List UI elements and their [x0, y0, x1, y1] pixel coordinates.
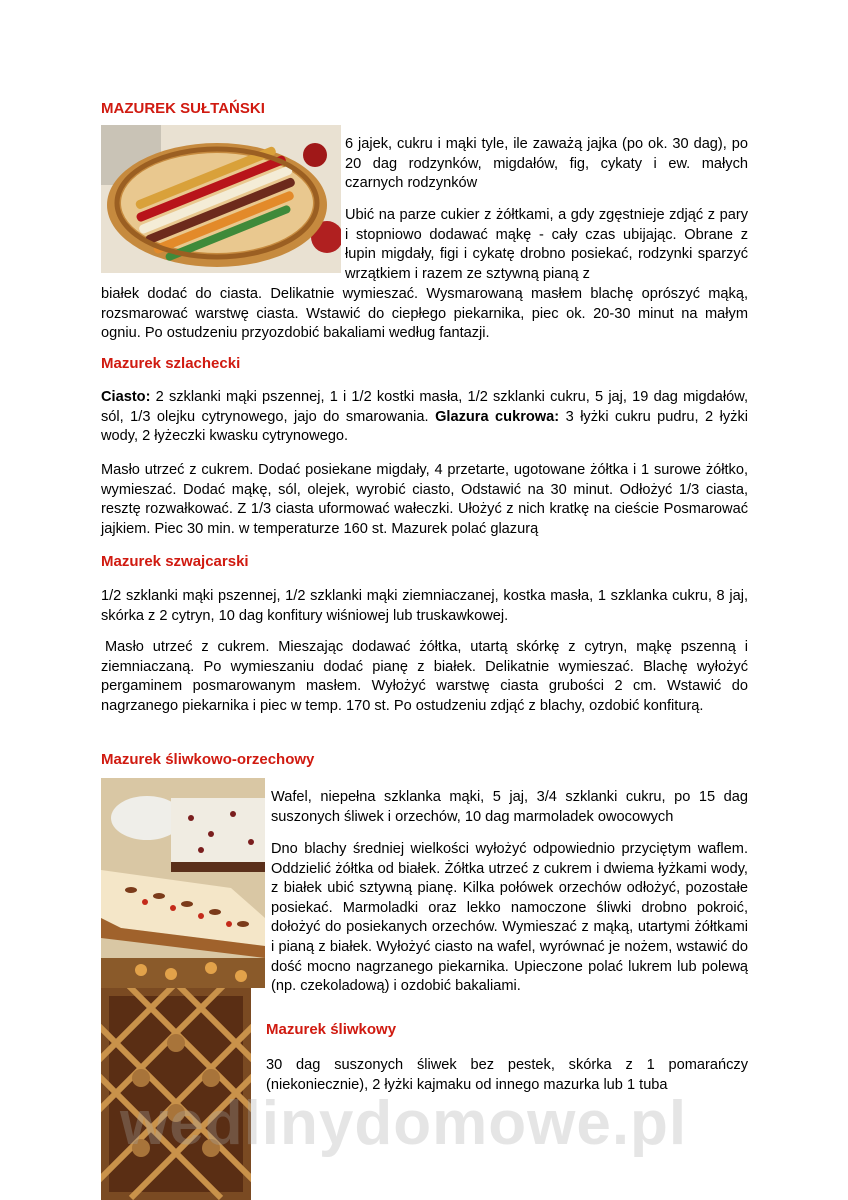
sultanski-cake-illustration: [101, 125, 341, 273]
sultanski-method-part2: białek dodać do ciasta. Delikatnie wymieszać. Wysmarowaną masłem blachę oprószyć mąką, rozsmarować warstwę ciasta. Wstawić do ciepłego piekarnika, piec ok. 20-30 minut na małym ogniu. Po ostudzeniu przyozdobić bakaliami według fantazji.: [101, 286, 748, 342]
sliwkowo-orzechowy-method: Dno blachy średniej wielkości wyłożyć odpowiednio przyciętym waflem. Oddzielić żółtka od białek. Żółtka utrzeć z cukrem i dwiema łyżkami wody, z białek ubić sztywną pianę. Kilka połówek orzechów odłożyć, pozostałe posiekać. Marmoladki oraz lekko namoczone śliwki drobno pokroić, dołożyć do posiekanych orzechów. Wymieszać z mąką, utartymi żółtkami i pianą z białek. Wyłożyć ciasto na wafel, wyrównać je nożem, wstawić do dość mocno nagrzanego piekarnika. Upieczone polać lukrem lub polewą (np. czekoladową) i ozdobić bakaliami.: [271, 841, 748, 995]
recipe-title-sultanski: MAZUREK SUŁTAŃSKI: [101, 100, 265, 117]
recipe-title-szwajcarski: Mazurek szwajcarski: [101, 553, 249, 570]
recipe-title-sliwkowy: Mazurek śliwkowy: [266, 1021, 397, 1038]
sultanski-cake-photo: [101, 125, 341, 273]
szlachecki-method: Masło utrzeć z cukrem. Dodać posiekane migdały, 4 przetarte, ugotowane żółtka i 1 surowe żółtko, wymieszać. Dodać mąkę, sól, olejek, wyrobić ciasto, Odstawić na 30 minut. Odłożyć 1/3 ciasta, resztę rozwałkować. Z 1/3 ciasta uformować wałeczki. Ułożyć z nich kratkę na cieście Posmarować jajkiem. Piec 30 min. w temperaturze 160 st. Mazurek polać glazurą: [101, 462, 748, 537]
glaze-label: Glazura cukrowa:: [435, 408, 560, 425]
sliwkowo-orzechowy-cake-illustration: [101, 778, 265, 988]
sliwkowo-orzechowy-ingredients: Wafel, niepełna szklanka mąki, 5 jaj, 3/4 szklanki cukru, po 15 dag suszonych śliwek i orzechów, 10 dag marmoladek owocowych: [271, 789, 748, 825]
watermark: wedlinydomowe.pl: [120, 1089, 688, 1158]
szlachecki-ingredients: [101, 388, 748, 447]
sultanski-method-part1: Ubić na parze cukier z żółtkami, a gdy zgęstnieje zdjąć z pary i stopniowo dodawać mąkę - cały czas ubijając. Obrane z łupin migdały, figi i cykatę drobno posiekać, rodzynki sparzyć wrzątkiem i razem ze sztywną pianą z: [345, 207, 748, 282]
dough-text: 2 szklanki mąki pszennej, 1 i 1/2 kostki masła, 1/2 szklanki cukru, 5 jaj, 19 dag migdałów, sól, 1/3 olejku cytrynowego, jajo do smarowania.: [101, 389, 748, 425]
sultanski-ingredients: 6 jajek, cukru i mąki tyle, ile zaważą jajka (po ok. 30 dag), po 20 dag rodzynków, migdałów, fig, cykaty i ew. małych czarnych rodzynków: [345, 136, 748, 192]
sliwkowo-orzechowy-cake-photo: [101, 778, 265, 988]
recipe-title-sliwkowo-orzechowy: Mazurek śliwkowo-orzechowy: [101, 751, 315, 768]
glaze-text: 3 łyżki cukru pudru, 2 łyżki wody, 2 łyżeczki kwasku cytrynowego.: [101, 408, 748, 445]
szwajcarski-method: Masło utrzeć z cukrem. Mieszając dodawać żółtka, utartą skórkę z cytryn, mąkę pszenną i ziemniaczaną. Po wymieszaniu dodać pianę z białek. Delikatnie wymieszać. Blachę wyłożyć pergaminem posmarowanym masłem. Wyłożyć warstwę ciasta grubości 2 cm. Wstawić do nagrzanego piekarnika i piec w temp. 170 st. Po ostudzeniu zdjąć z blachy, ozdobić konfiturą.: [101, 639, 748, 714]
szwajcarski-ingredients: 1/2 szklanki mąki pszennej, 1/2 szklanki mąki ziemniaczanej, kostka masła, 1 szklanka cukru, 8 jaj, skórka z 2 cytryn, 10 dag konfitury wiśniowej lub truskawkowej.: [101, 588, 748, 624]
sliwkowy-ingredients: 30 dag suszonych śliwek bez pestek, skórka z 1 pomarańczy (niekoniecznie), 2 łyżki kajmaku od innego mazurka lub 1 tuba: [266, 1057, 748, 1093]
recipe-title-szlachecki: Mazurek szlachecki: [101, 355, 241, 372]
dough-label: Ciasto:: [101, 389, 151, 405]
